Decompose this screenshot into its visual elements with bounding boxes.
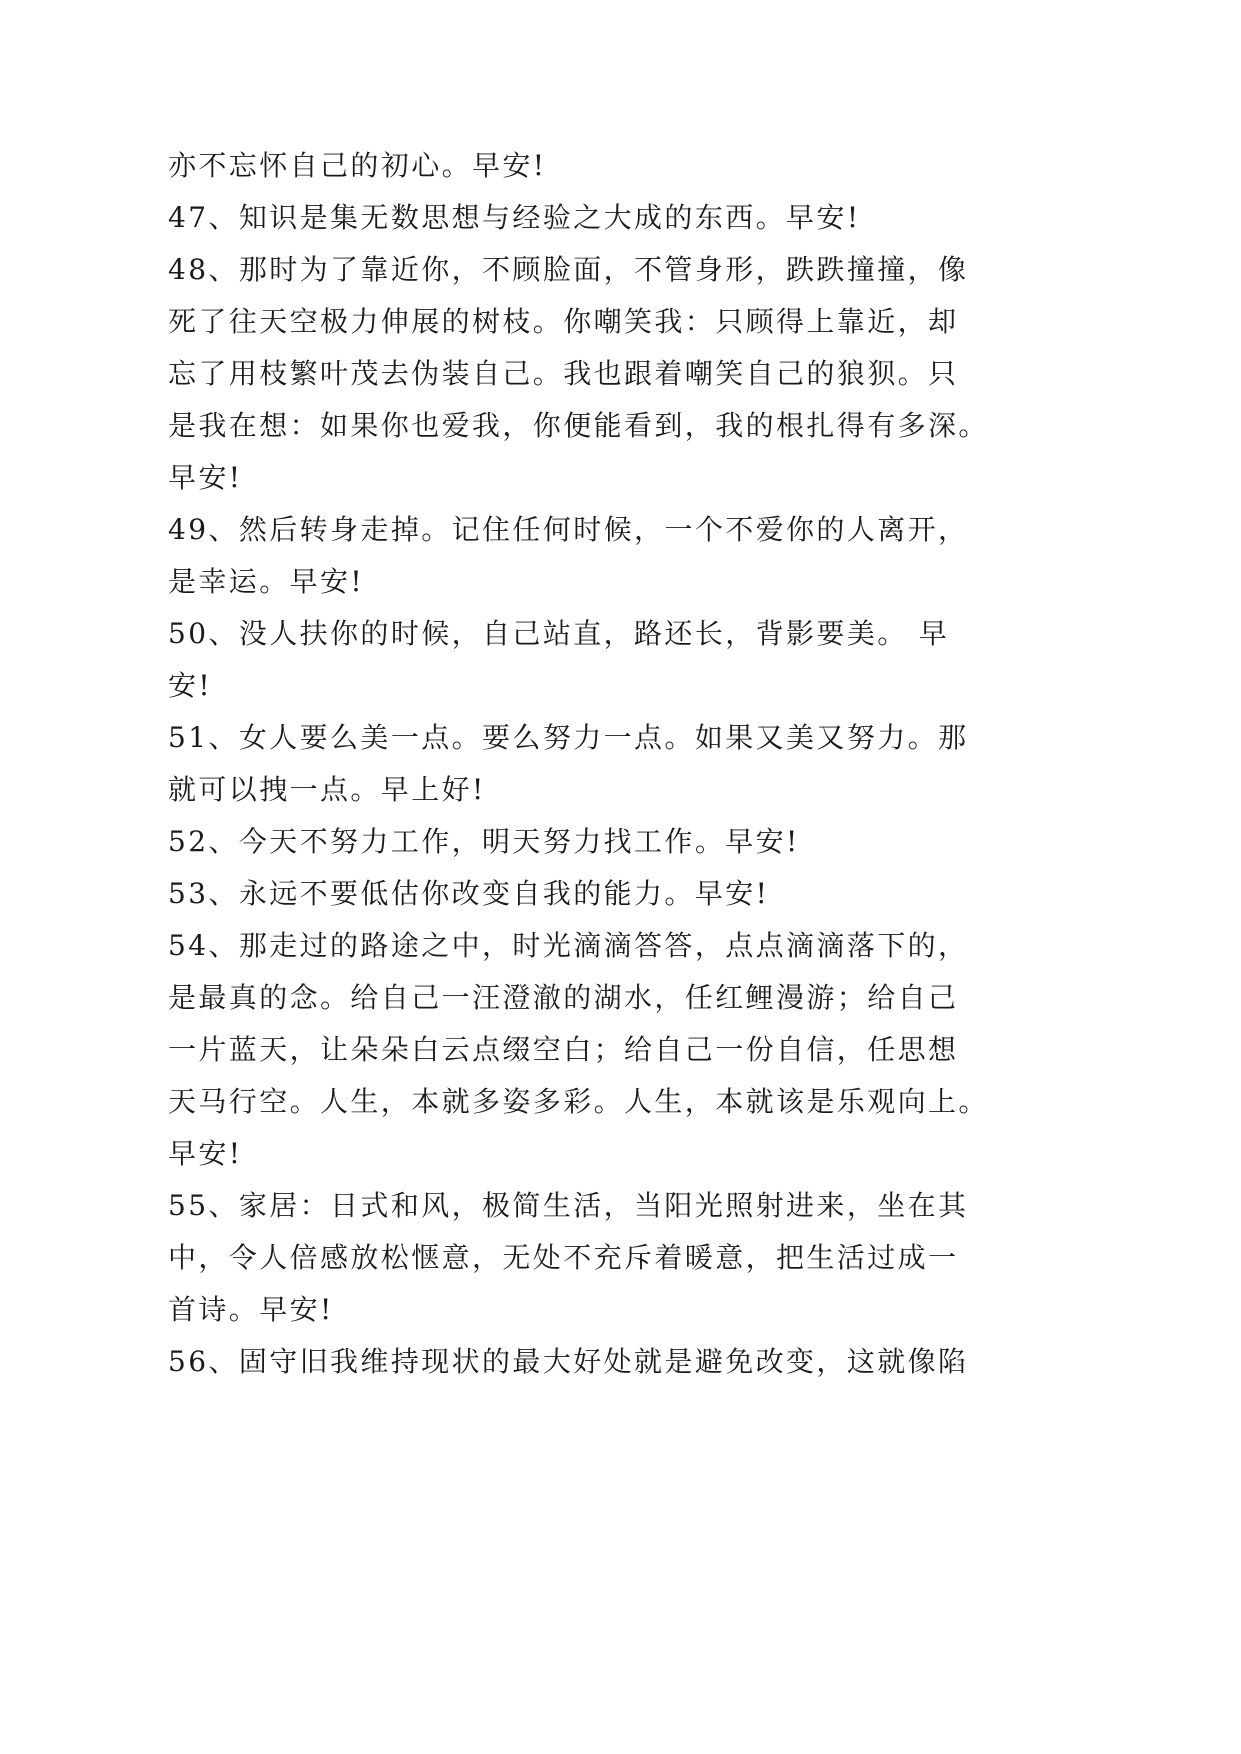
text-line: 55、家居：日式和风，极简生活，当阳光照射进来，坐在其 <box>168 1189 969 1222</box>
text-line: 早安! <box>168 461 243 494</box>
text-line: 忘了用枝繁叶茂去伪装自己。我也跟着嘲笑自己的狼狈。只 <box>168 357 959 390</box>
text-line: 中，令人倍感放松惬意，无处不充斥着暖意，把生活过成一 <box>168 1241 959 1274</box>
document-body <box>168 140 989 1388</box>
text-line: 是最真的念。给自己一汪澄澈的湖水，任红鲤漫游；给自己 <box>168 981 959 1014</box>
text-line: 48、那时为了靠近你，不顾脸面，不管身形，跌跌撞撞，像 <box>168 253 969 286</box>
text-line: 亦不忘怀自己的初心。早安! <box>168 149 547 182</box>
text-line: 就可以拽一点。早上好! <box>168 773 486 806</box>
text-line: 49、然后转身走掉。记住任何时候，一个不爱你的人离开， <box>168 513 969 546</box>
text-line: 是我在想：如果你也爱我，你便能看到，我的根扎得有多深。 <box>168 409 989 442</box>
text-line: 50、没人扶你的时候，自己站直，路还长，背影要美。 早 <box>168 617 950 650</box>
text-line: 54、那走过的路途之中，时光滴滴答答，点点滴滴落下的， <box>168 929 969 962</box>
text-line: 51、女人要么美一点。要么努力一点。如果又美又努力。那 <box>168 721 969 754</box>
text-line: 天马行空。人生，本就多姿多彩。人生，本就该是乐观向上。 <box>168 1085 989 1118</box>
text-line: 52、今天不努力工作，明天努力找工作。早安! <box>168 825 800 858</box>
text-line: 一片蓝天，让朵朵白云点缀空白；给自己一份自信，任思想 <box>168 1033 959 1066</box>
text-line: 死了往天空极力伸展的树枝。你嘲笑我：只顾得上靠近，却 <box>168 305 959 338</box>
text-line: 早安! <box>168 1137 243 1170</box>
text-line: 47、知识是集无数思想与经验之大成的东西。早安! <box>168 201 861 234</box>
text-line: 53、永远不要低估你改变自我的能力。早安! <box>168 877 770 910</box>
text-line: 是幸运。早安! <box>168 565 365 598</box>
text-line: 安! <box>168 669 213 702</box>
text-line: 首诗。早安! <box>168 1293 334 1326</box>
text-line: 56、固守旧我维持现状的最大好处就是避免改变，这就像陷 <box>168 1345 969 1378</box>
